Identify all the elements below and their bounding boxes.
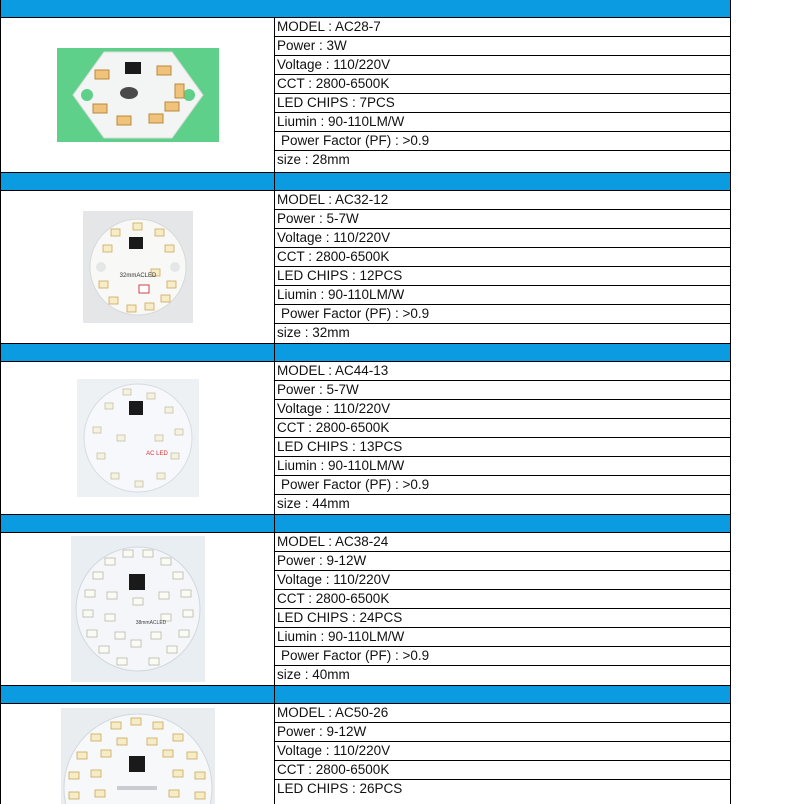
spec-led-chips: LED CHIPS : 7PCS xyxy=(275,94,730,113)
spec-lumen: Liumin : 90-110LM/W xyxy=(275,457,730,476)
spec-size: size : 44mm xyxy=(277,496,350,511)
product-photo-cell xyxy=(1,533,275,685)
spec-size: size : 40mm xyxy=(277,667,350,682)
spec-lumen: Liumin : 90-110LM/W xyxy=(275,113,730,132)
spec-power: Power : 5-7W xyxy=(275,381,730,400)
spec-cct: CCT : 2800-6500K xyxy=(275,419,730,438)
spec-power-factor: Power Factor (PF) : >0.9 xyxy=(275,476,730,495)
spec-power-factor: Power Factor (PF) : >0.9 xyxy=(275,647,730,666)
separator-band xyxy=(1,344,730,362)
product-photo-cell xyxy=(1,362,275,514)
spec-cct: CCT : 2800-6500K xyxy=(275,75,730,94)
spec-power: Power : 9-12W xyxy=(275,552,730,571)
spec-led-chips: LED CHIPS : 12PCS xyxy=(275,267,730,286)
spec-power: Power : 5-7W xyxy=(275,210,730,229)
spec-voltage: Voltage : 110/220V xyxy=(275,229,730,248)
spec-list xyxy=(275,362,730,514)
spec-list xyxy=(275,18,730,172)
spec-power: Power : 9-12W xyxy=(275,723,730,742)
product-row xyxy=(1,704,730,804)
spec-voltage: Voltage : 110/220V xyxy=(275,56,730,75)
product-photo-cell xyxy=(1,18,275,172)
spec-led-chips: LED CHIPS : 26PCS xyxy=(277,781,403,796)
spec-list xyxy=(275,533,730,685)
separator-band xyxy=(1,515,730,533)
spec-voltage: Voltage : 110/220V xyxy=(275,571,730,590)
separator-band xyxy=(1,686,730,704)
led-pcb-board-28mm-icon xyxy=(57,48,219,142)
spec-cct: CCT : 2800-6500K xyxy=(275,248,730,267)
led-pcb-board-50mm-icon xyxy=(61,708,215,804)
separator-band xyxy=(1,173,730,191)
product-row xyxy=(1,533,730,686)
spec-power-factor: Power Factor (PF) : >0.9 xyxy=(275,132,730,151)
spec-size: size : 28mm xyxy=(277,152,350,167)
spec-led-chips: LED CHIPS : 24PCS xyxy=(275,609,730,628)
spec-model: MODEL : AC44-13 xyxy=(275,362,730,381)
spec-lumen: Liumin : 90-110LM/W xyxy=(275,628,730,647)
led-pcb-board-40mm-icon xyxy=(71,536,205,682)
spec-model: MODEL : AC28-7 xyxy=(275,18,730,37)
spec-model: MODEL : AC32-12 xyxy=(275,191,730,210)
product-row xyxy=(1,18,730,173)
product-photo-cell xyxy=(1,704,275,804)
spec-voltage: Voltage : 110/220V xyxy=(275,400,730,419)
spec-cct: CCT : 2800-6500K xyxy=(275,761,730,780)
spec-size: size : 32mm xyxy=(277,325,350,340)
spec-power-factor: Power Factor (PF) : >0.9 xyxy=(275,305,730,324)
spec-lumen: Liumin : 90-110LM/W xyxy=(275,286,730,305)
board-silkscreen-label: 32mmACLED xyxy=(119,273,156,279)
header-band xyxy=(1,0,730,18)
spec-list xyxy=(275,704,730,804)
product-photo-cell xyxy=(1,191,275,343)
spec-led-chips: LED CHIPS : 13PCS xyxy=(275,438,730,457)
spec-list xyxy=(275,191,730,343)
board-silkscreen-label: 38mmACLED xyxy=(135,620,166,626)
product-row xyxy=(1,191,730,344)
led-pcb-board-44mm-icon xyxy=(77,379,199,497)
spec-power: Power : 3W xyxy=(275,37,730,56)
spec-voltage: Voltage : 110/220V xyxy=(275,742,730,761)
spec-model: MODEL : AC38-24 xyxy=(275,533,730,552)
product-row xyxy=(1,362,730,515)
spec-model: MODEL : AC50-26 xyxy=(275,704,730,723)
spec-cct: CCT : 2800-6500K xyxy=(275,590,730,609)
board-silkscreen-label: AC LED xyxy=(145,451,168,457)
led-pcb-board-32mm-icon xyxy=(83,211,193,323)
